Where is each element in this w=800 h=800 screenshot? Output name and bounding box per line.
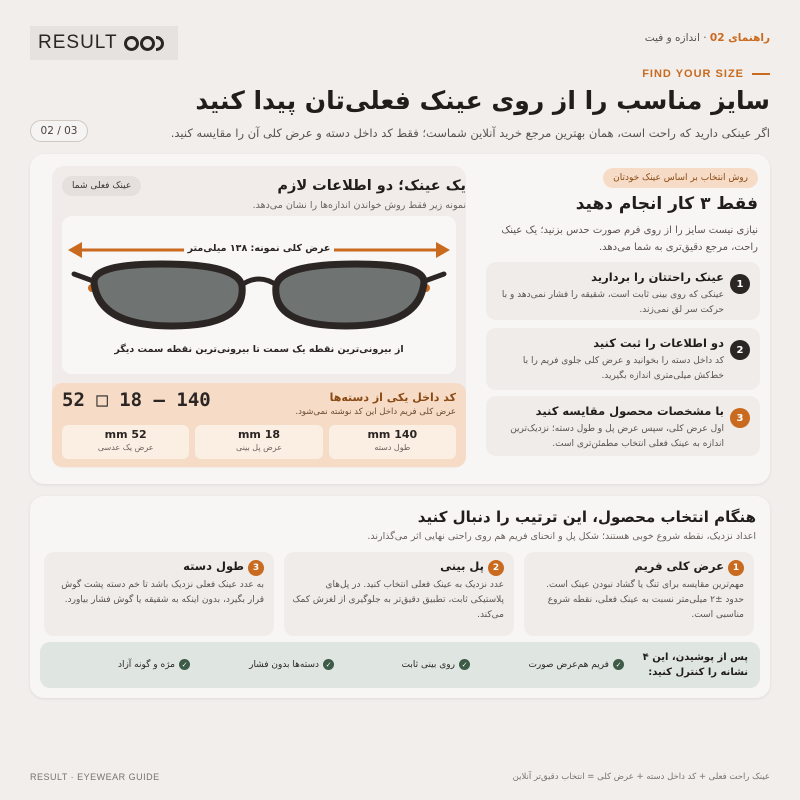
temple-code-title: کد داخل یکی از دسته‌ها (329, 391, 456, 404)
left-lens (94, 264, 242, 326)
temple-length-label: طول دسته (374, 443, 411, 452)
size-cells (62, 425, 456, 459)
step-card-2 (486, 328, 760, 390)
footer-brand: RESULT · EYEWEAR GUIDE (30, 772, 160, 782)
step-number-2: 2 (730, 340, 750, 360)
check-icon: ✓ (179, 659, 190, 670)
check-item-1 (528, 659, 624, 670)
logo-mark-icon (124, 36, 164, 51)
bridge-shape (240, 279, 278, 286)
kicker-text: FIND YOUR SIZE (642, 68, 744, 80)
overall-width-label: عرض کلی نمونه: ۱۳۸ میلی‌متر (184, 243, 335, 254)
temple-code-subtitle: عرض کلی فریم داخل این کد نوشته نمی‌شود. (295, 407, 456, 417)
guide-number: راهنمای 02 (709, 32, 770, 44)
check-item-label: مژه و گونه آزاد (117, 659, 175, 670)
tip-desc-3: به عدد عینک فعلی نزدیک باشد تا خم دسته پشت گوش قرار بگیرد، بدون اینکه به شقیقه یا گوش فشار بیاورد. (61, 580, 264, 605)
step-number-1: 1 (730, 274, 750, 294)
lens-width-value: 52 mm (104, 428, 147, 441)
order-title: هنگام انتخاب محصول، این ترتیب را دنبال کنید (417, 508, 756, 526)
step-desc-2: کد داخل دسته را بخوانید و عرض کلی جلوی فریم را با خط‌کش میلی‌متری اندازه بگیرید. (522, 356, 724, 381)
brand-logo (30, 26, 178, 60)
tip-title-2: پل بینی (440, 559, 484, 573)
fit-checklist (40, 642, 760, 688)
tip-card-temple (44, 552, 274, 636)
temple-code-box (52, 383, 466, 467)
temple-length-value: 140 mm (367, 428, 418, 441)
bridge-width-cell (195, 425, 322, 459)
page-indicator[interactable]: 02 / 03 (30, 120, 88, 142)
glasses-panel-title: یک عینک؛ دو اطلاعات لازم (277, 178, 466, 194)
tip-title-3: طول دسته (183, 559, 244, 573)
steps-title: فقط ۳ کار انجام دهید (575, 194, 758, 214)
tip-card-frame-width (524, 552, 754, 636)
check-icon: ✓ (613, 659, 624, 670)
tip-desc-2: عدد نزدیک به عینک فعلی انتخاب کنید. در پل‌های پلاستیکی ثابت، تطبیق دقیق‌تر به جلوگیری از لغزش کمک می‌کند. (292, 580, 504, 620)
checklist-title: پس از پوشیدن، این ۴ نشانه را کنترل کنید: (642, 652, 748, 678)
temple-length-cell (329, 425, 456, 459)
step-desc-3: اول عرض کلی، سپس عرض پل و طول دسته؛ نزدیک‌ترین اندازه به عینک فعلی انتخاب مطمئن‌تری است. (510, 424, 724, 449)
tip-number-1: 1 (728, 560, 744, 576)
page-title: سایز مناسب را از روی عینک فعلی‌تان پیدا کنید (195, 86, 770, 115)
step-title-2: دو اطلاعات را ثبت کنید (593, 336, 724, 350)
current-glasses-badge: عینک فعلی شما (62, 176, 141, 196)
kicker (642, 68, 770, 80)
step-number-3: 3 (730, 408, 750, 428)
lens-width-label: عرض یک عدسی (97, 443, 154, 452)
kicker-line (752, 73, 770, 75)
guide-topic: · اندازه و فیت (644, 32, 710, 44)
check-item-label: فریم هم‌عرض صورت (528, 659, 609, 670)
measure-note: از بیرونی‌ترین نقطه یک سمت تا بیرونی‌ترین نقطه سمت دیگر (114, 344, 404, 355)
tip-number-2: 2 (488, 560, 504, 576)
check-icon: ✓ (459, 659, 470, 670)
temple-code-value: 52 □ 18 — 140 (62, 389, 211, 411)
check-item-3 (249, 659, 334, 670)
check-item-4 (118, 659, 190, 670)
step-desc-1: عینکی که روی بینی ثابت است، شقیقه را فشار نمی‌دهد و با حرکت سر لق نمی‌زند. (501, 290, 724, 315)
tip-desc-1: مهم‌ترین مقایسه برای تنگ یا گشاد نبودن عینک است. حدود ±۲ میلی‌متر نسبت به عینک فعلی، نقطه شروع مناسبی است. (546, 580, 744, 620)
check-item-label: دسته‌ها بدون فشار (249, 659, 319, 670)
tip-number-3: 3 (248, 560, 264, 576)
check-item-2 (402, 659, 471, 670)
page-subtitle: اگر عینکی دارید که راحت است، همان بهترین مرجع خرید آنلاین شماست؛ فقط کد داخل دسته و عرض کلی آن را مقایسه کنید. (170, 126, 770, 140)
lens-width-cell (62, 425, 189, 459)
right-lens (276, 264, 424, 326)
steps-description: نیازی نیست سایز را از روی فرم صورت حدس بزنید؛ یک عینک راحت، مرجع دقیق‌تری به شما می‌دهد. (501, 225, 758, 253)
tip-title-1: عرض کلی فریم (634, 559, 724, 573)
step-card-1 (486, 262, 760, 320)
step-title-1: عینک راحتتان را بردارید (591, 270, 724, 284)
method-badge: روش انتخاب بر اساس عینک خودتان (603, 168, 758, 188)
order-subtitle: اعداد نزدیک، نقطه شروع خوبی هستند؛ شکل پل و انحنای فریم هم روی راحتی نهایی اثر می‌گذارند. (367, 531, 756, 542)
logo-text: RESULT (38, 32, 118, 53)
bridge-width-value: 18 mm (237, 428, 281, 441)
footer-formula: عینک راحت فعلی + کد داخل دسته + عرض کلی = انتخاب دقیق‌تر آنلاین (512, 772, 770, 782)
tip-card-bridge (284, 552, 514, 636)
check-item-label: روی بینی ثابت (401, 659, 455, 670)
glasses-panel-subtitle: نمونه زیر فقط روش خواندن اندازه‌ها را نشان می‌دهد. (252, 200, 466, 211)
step-card-3 (486, 396, 760, 456)
guide-tag (645, 32, 770, 44)
bridge-width-label: عرض پل بینی (236, 443, 282, 452)
check-icon: ✓ (323, 659, 334, 670)
step-title-3: با مشخصات محصول مقایسه کنید (535, 404, 724, 418)
